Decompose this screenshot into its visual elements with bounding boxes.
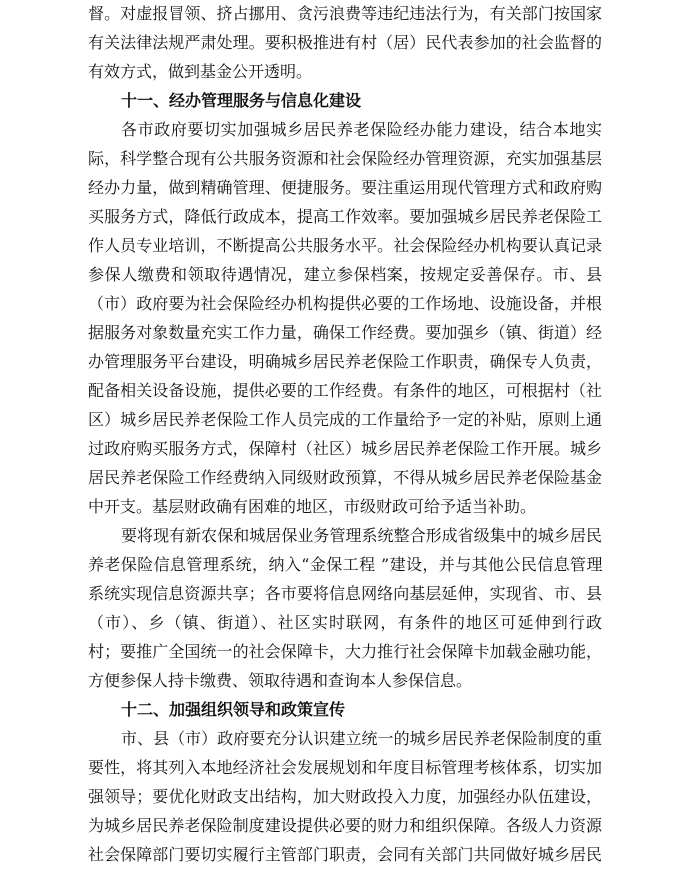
body-line: 参保人缴费和领取待遇情况，建立参保档案，按规定妥善保存。市、县 [88, 265, 603, 284]
body-line: 要性，将其列入本地经济社会发展规划和年度目标管理考核体系，切实加 [88, 758, 603, 777]
body-line: 为城乡居民养老保险制度建设提供必要的财力和组织保障。各级人力资源 [88, 816, 603, 835]
body-line: 际，科学整合现有公共服务资源和社会保险经办管理资源，充实加强基层 [88, 149, 603, 168]
section-heading: 十二、加强组织领导和政策宣传 [121, 700, 346, 719]
body-line: 村；要推广全国统一的社会保障卡，大力推行社会保障卡加载金融功能， [88, 642, 603, 661]
body-line: 中开支。基层财政确有困难的地区，市级财政可给予适当补助。 [88, 497, 537, 516]
body-line: 有效方式，做到基金公开透明。 [88, 62, 313, 81]
body-line: （市）政府要为社会保险经办机构提供必要的工作场地、设施设备，并根 [88, 294, 603, 313]
body-line: 据服务对象数量充实工作力量，确保工作经费。要加强乡（镇、街道）经 [88, 323, 603, 342]
body-line: 过政府购买服务方式，保障村（社区）城乡居民养老保险工作开展。城乡 [88, 439, 603, 458]
body-line: 买服务方式，降低行政成本，提高工作效率。要加强城乡居民养老保险工 [88, 207, 603, 226]
body-line: 办管理服务平台建设，明确城乡居民养老保险工作职责，确保专人负责， [88, 352, 603, 371]
paragraph-first-line: 各市政府要切实加强城乡居民养老保险经办能力建设，结合本地实 [121, 120, 603, 139]
body-line: 养老保险信息管理系统，纳入“金保工程 ”建设，并与其他公民信息管理 [88, 555, 603, 574]
body-line: 系统实现信息资源共享；各市要将信息网络向基层延伸，实现省、市、县 [88, 584, 603, 603]
paragraph-first-line: 要将现有新农保和城居保业务管理系统整合形成省级集中的城乡居民 [121, 526, 603, 545]
body-line: 督。对虚报冒领、挤占挪用、贪污浪费等违纪违法行为，有关部门按国家 [88, 4, 603, 23]
section-heading: 十一、经办管理服务与信息化建设 [121, 91, 362, 110]
body-line: 配备相关设备设施，提供必要的工作经费。有条件的地区，可根据村（社 [88, 381, 603, 400]
body-line: 强领导；要优化财政支出结构，加大财政投入力度，加强经办队伍建设， [88, 787, 603, 806]
body-line: （市）、乡（镇、街道）、社区实时联网，有条件的地区可延伸到行政 [88, 613, 604, 632]
body-line: 居民养老保险工作经费纳入同级财政预算，不得从城乡居民养老保险基金 [88, 468, 603, 487]
body-line: 作人员专业培训，不断提高公共服务水平。社会保险经办机构要认真记录 [88, 236, 603, 255]
body-line: 经办力量，做到精确管理、便捷服务。要注重运用现代管理方式和政府购 [88, 178, 603, 197]
body-line: 区）城乡居民养老保险工作人员完成的工作量给予一定的补贴，原则上通 [88, 410, 603, 429]
paragraph-first-line: 市、县（市）政府要充分认识建立统一的城乡居民养老保险制度的重 [121, 729, 603, 748]
body-line: 社会保障部门要切实履行主管部门职责，会同有关部门共同做好城乡居民 [88, 845, 603, 864]
body-line: 有关法律法规严肃处理。要积极推进有村（居）民代表参加的社会监督的 [88, 33, 603, 52]
body-line: 方便参保人持卡缴费、领取待遇和查询本人参保信息。 [88, 671, 473, 690]
